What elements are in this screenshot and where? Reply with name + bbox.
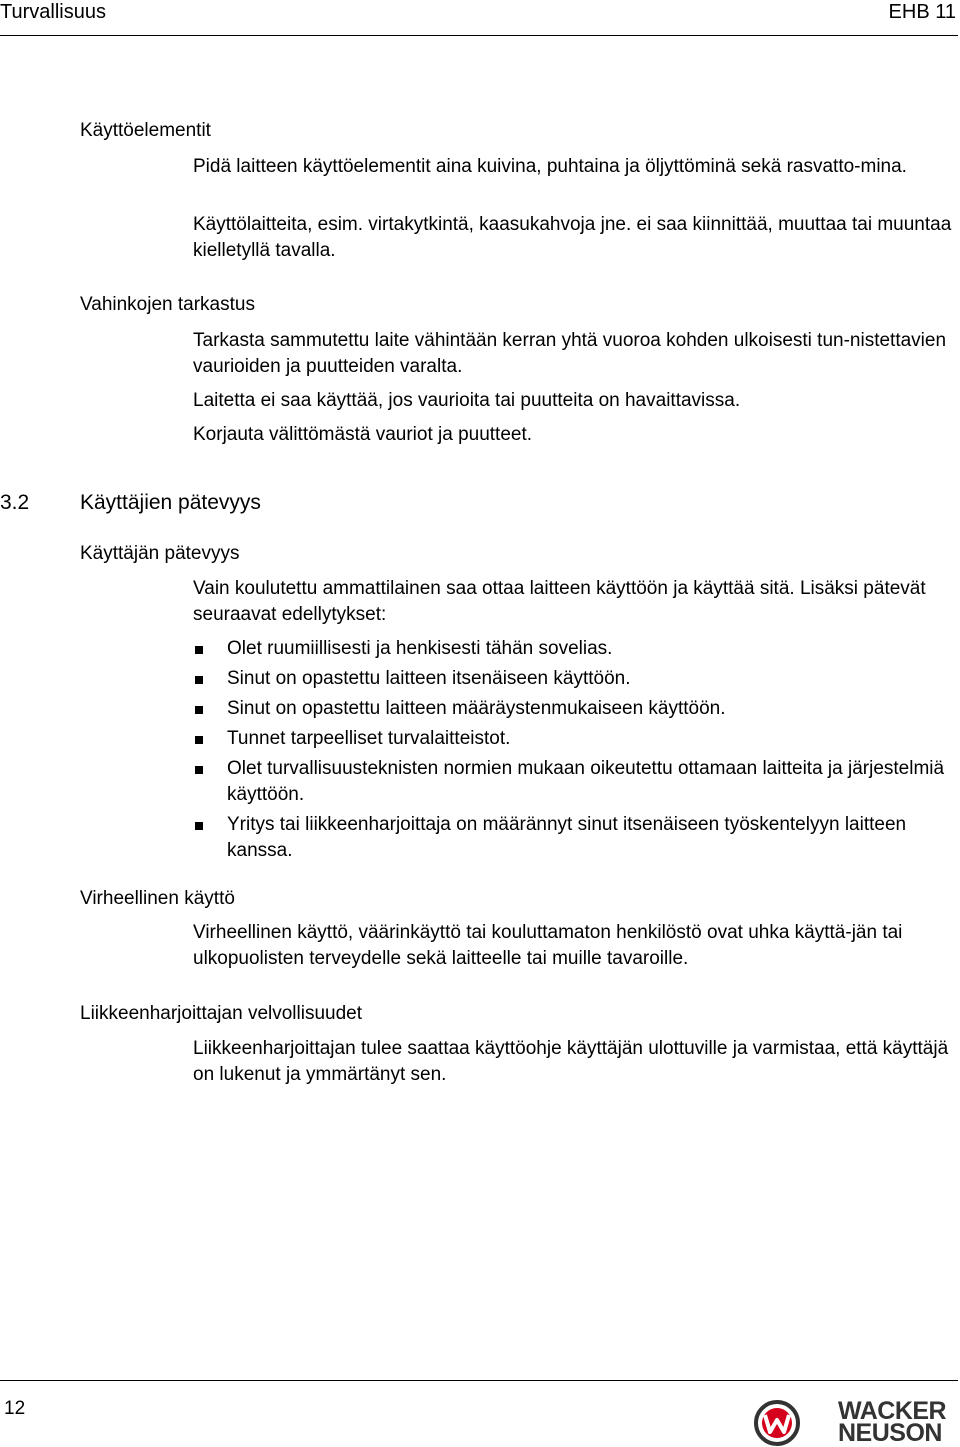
paragraph-kayttajan-intro: Vain koulutettu ammattilainen saa ottaa laitteen käyttöön ja käyttää sitä. Lisäksi pätevät seuraavat edellytykset: — [193, 578, 926, 625]
list-item: Sinut on opastettu laitteen itsenäiseen käyttöön. — [193, 666, 953, 692]
heading-vahinkojen-tarkastus: Vahinkojen tarkastus — [80, 294, 255, 315]
wacker-neuson-w-logo-icon — [752, 1400, 802, 1446]
header-section-title: Turvallisuus — [0, 1, 106, 23]
list-item: Olet ruumiillisesti ja henkisesti tähän sovelias. — [193, 636, 953, 662]
chapter-heading — [0, 490, 400, 516]
logo-text-neuson: NEUSON — [838, 1419, 942, 1447]
logo-text-wacker: WACKER — [838, 1397, 947, 1425]
page-number: 12 — [4, 1398, 26, 1419]
list-item: Olet turvallisuusteknisten normien mukaan oikeutettu ottamaan laitteita ja järjestelmiä käyttöön. — [193, 756, 953, 808]
footer-rule — [0, 1380, 958, 1381]
header-doc-code: EHB 11 — [888, 1, 956, 23]
list-item: Yritys tai liikkeenharjoittaja on määrännyt sinut itsenäiseen työskentelyyn laitteen kanssa. — [193, 812, 953, 864]
paragraph-vahinkojen-1: Tarkasta sammutettu laite vähintään kerran yhtä vuoroa kohden ulkoisesti tun-nistettavien vaurioiden ja puutteiden varalta. — [193, 330, 947, 377]
paragraph-liikkeenharjoittajan: Liikkeenharjoittajan tulee saattaa käyttöohje käyttäjän ulottuville ja varmistaa, että käyttäjä on lukenut ja ymmärtänyt sen. — [193, 1038, 949, 1085]
list-item: Tunnet tarpeelliset turvalaitteistot. — [193, 726, 953, 752]
paragraph-vahinkojen-2: Laitetta ei saa käyttää, jos vaurioita tai puutteita on havaittavissa. — [193, 390, 741, 411]
paragraph-virheellinen: Virheellinen käyttö, väärinkäyttö tai kouluttamaton henkilöstö ovat uhka käyttä-jän tai ulkopuolisten terveydelle sekä laitteelle tai muille tavaroille. — [193, 922, 903, 969]
bullet-square-icon — [195, 646, 203, 654]
list-item: Sinut on opastettu laitteen määräystenmukaiseen käyttöön. — [193, 696, 953, 722]
bullet-square-icon — [195, 676, 203, 684]
chapter-number: 3.2 — [0, 491, 30, 514]
heading-kayttajan-patevyys: Käyttäjän pätevyys — [80, 543, 240, 564]
paragraph-kayttoelementit-1: Pidä laitteen käyttöelementit aina kuivina, puhtaina ja öljyttöminä sekä rasvatto-mina. — [193, 156, 907, 177]
heading-kayttoelementit: Käyttöelementit — [80, 120, 211, 141]
paragraph-kayttoelementit-2: Käyttölaitteita, esim. virtakytkintä, kaasukahvoja jne. ei saa kiinnittää, muuttaa tai muuntaa kielletyllä tavalla. — [193, 214, 952, 261]
requirements-list — [193, 636, 953, 868]
chapter-title: Käyttäjien pätevyys — [80, 491, 261, 514]
header-rule — [0, 35, 958, 36]
heading-liikkeenharjoittajan-velvollisuudet: Liikkeenharjoittajan velvollisuudet — [80, 1003, 363, 1024]
paragraph-vahinkojen-3: Korjauta välittömästä vauriot ja puutteet. — [193, 424, 533, 445]
bullet-square-icon — [195, 822, 203, 830]
heading-virheellinen-kaytto: Virheellinen käyttö — [80, 888, 235, 909]
page-header — [0, 0, 960, 36]
bullet-square-icon — [195, 766, 203, 774]
bullet-square-icon — [195, 706, 203, 714]
wacker-neuson-logo — [752, 1398, 958, 1446]
bullet-square-icon — [195, 736, 203, 744]
